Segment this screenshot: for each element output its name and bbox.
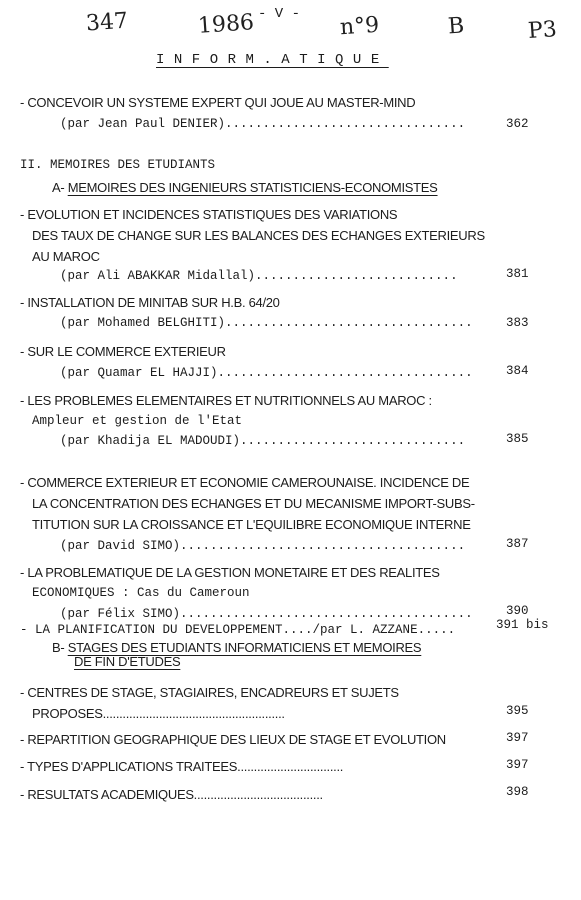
toc-entry-title: - LA PROBLEMATIQUE DE LA GESTION MONETAIRE ET DES REALITES xyxy=(20,565,440,580)
toc-entry-title-cont: PROPOSES....................................................... xyxy=(32,706,285,721)
toc-page-number: 383 xyxy=(506,316,529,330)
toc-entry-author: (par Khadija EL MADOUDI).............................. xyxy=(60,434,466,448)
toc-entry-title: - INSTALLATION DE MINITAB SUR H.B. 64/20 xyxy=(20,295,280,310)
toc-page-number: 395 xyxy=(506,704,529,718)
subsection-heading-a: A- MEMOIRES DES INGENIEURS STATISTICIENS-ECONOMISTES xyxy=(52,180,438,195)
toc-entry-author: (par Mohamed BELGHITI)................................. xyxy=(60,316,473,330)
toc-entry-title-cont: LA CONCENTRATION DES ECHANGES ET DU MECANISME IMPORT-SUBS- xyxy=(32,496,475,511)
toc-entry-title: - RESULTATS ACADEMIQUES....................................... xyxy=(20,787,323,802)
toc-entry-title: - COMMERCE EXTERIEUR ET ECONOMIE CAMEROUNAISE. INCIDENCE DE xyxy=(20,475,470,490)
toc-page-number: 397 xyxy=(506,758,529,772)
toc-entry-subtitle: ECONOMIQUES : Cas du Cameroun xyxy=(32,586,250,600)
toc-entry-title-cont: DES TAUX DE CHANGE SUR LES BALANCES DES ECHANGES EXTERIEURS xyxy=(32,228,485,243)
handwritten-letter: B xyxy=(447,13,466,40)
toc-page-number: 381 xyxy=(506,267,529,281)
toc-entry-title: - LA PLANIFICATION DU DEVELOPPEMENT..../par L. AZZANE..... xyxy=(20,623,456,637)
toc-entry-subtitle: Ampleur et gestion de l'Etat xyxy=(32,414,243,428)
toc-entry-author: (par Félix SIMO)....................................... xyxy=(60,607,473,621)
handwritten-issue: n°9 xyxy=(339,12,380,41)
handwritten-page-code: P3 xyxy=(527,17,558,44)
handwritten-year: 1986 xyxy=(197,10,255,39)
toc-entry-title: - CONCEVOIR UN SYSTEME EXPERT QUI JOUE AU MASTER-MIND xyxy=(20,95,416,110)
toc-page-number: 398 xyxy=(506,785,529,799)
section-heading: II. MEMOIRES DES ETUDIANTS xyxy=(20,158,216,172)
toc-entry-title: - EVOLUTION ET INCIDENCES STATISTIQUES DES VARIATIONS xyxy=(20,207,398,222)
toc-entry-title: - SUR LE COMMERCE EXTERIEUR xyxy=(20,344,226,359)
toc-entry-title: - REPARTITION GEOGRAPHIQUE DES LIEUX DE STAGE ET EVOLUTION xyxy=(20,732,446,747)
toc-entry-author: (par Ali ABAKKAR Midallal)........................... xyxy=(60,269,458,283)
subsection-heading-b-cont: DE FIN D'ETUDES xyxy=(74,654,181,669)
toc-entry-author: (par Jean Paul DENIER)................................ xyxy=(60,117,466,131)
section-title: INFORM.ATIQUE xyxy=(156,52,389,68)
page-number: - V - xyxy=(258,6,301,22)
toc-entry-author: (par David SIMO)...................................... xyxy=(60,539,466,553)
toc-entry-title: - TYPES D'APPLICATIONS TRAITEES................................ xyxy=(20,759,344,774)
toc-entry-title-cont: AU MAROC xyxy=(32,249,100,264)
toc-entry-author: (par Quamar EL HAJJI).................................. xyxy=(60,366,473,380)
toc-page-number: 390 xyxy=(506,604,529,618)
toc-page-number: 384 xyxy=(506,364,529,378)
toc-page-number: 397 xyxy=(506,731,529,745)
toc-entry-title: - LES PROBLEMES ELEMENTAIRES ET NUTRITIONNELS AU MAROC : xyxy=(20,393,432,408)
toc-entry-title-cont: TITUTION SUR LA CROISSANCE ET L'EQUILIBRE ECONOMIQUE INTERNE xyxy=(32,517,471,532)
toc-page-number: 362 xyxy=(506,117,529,131)
subsection-heading-b: B- STAGES DES ETUDIANTS INFORMATICIENS ET MEMOIRES xyxy=(52,640,422,655)
toc-page-number: 387 xyxy=(506,537,529,551)
toc-entry-title: - CENTRES DE STAGE, STAGIAIRES, ENCADREURS ET SUJETS xyxy=(20,685,399,700)
handwritten-ref-number: 347 xyxy=(85,8,129,37)
toc-page-number: 385 xyxy=(506,432,529,446)
toc-page-number: 391 bis xyxy=(496,618,549,632)
